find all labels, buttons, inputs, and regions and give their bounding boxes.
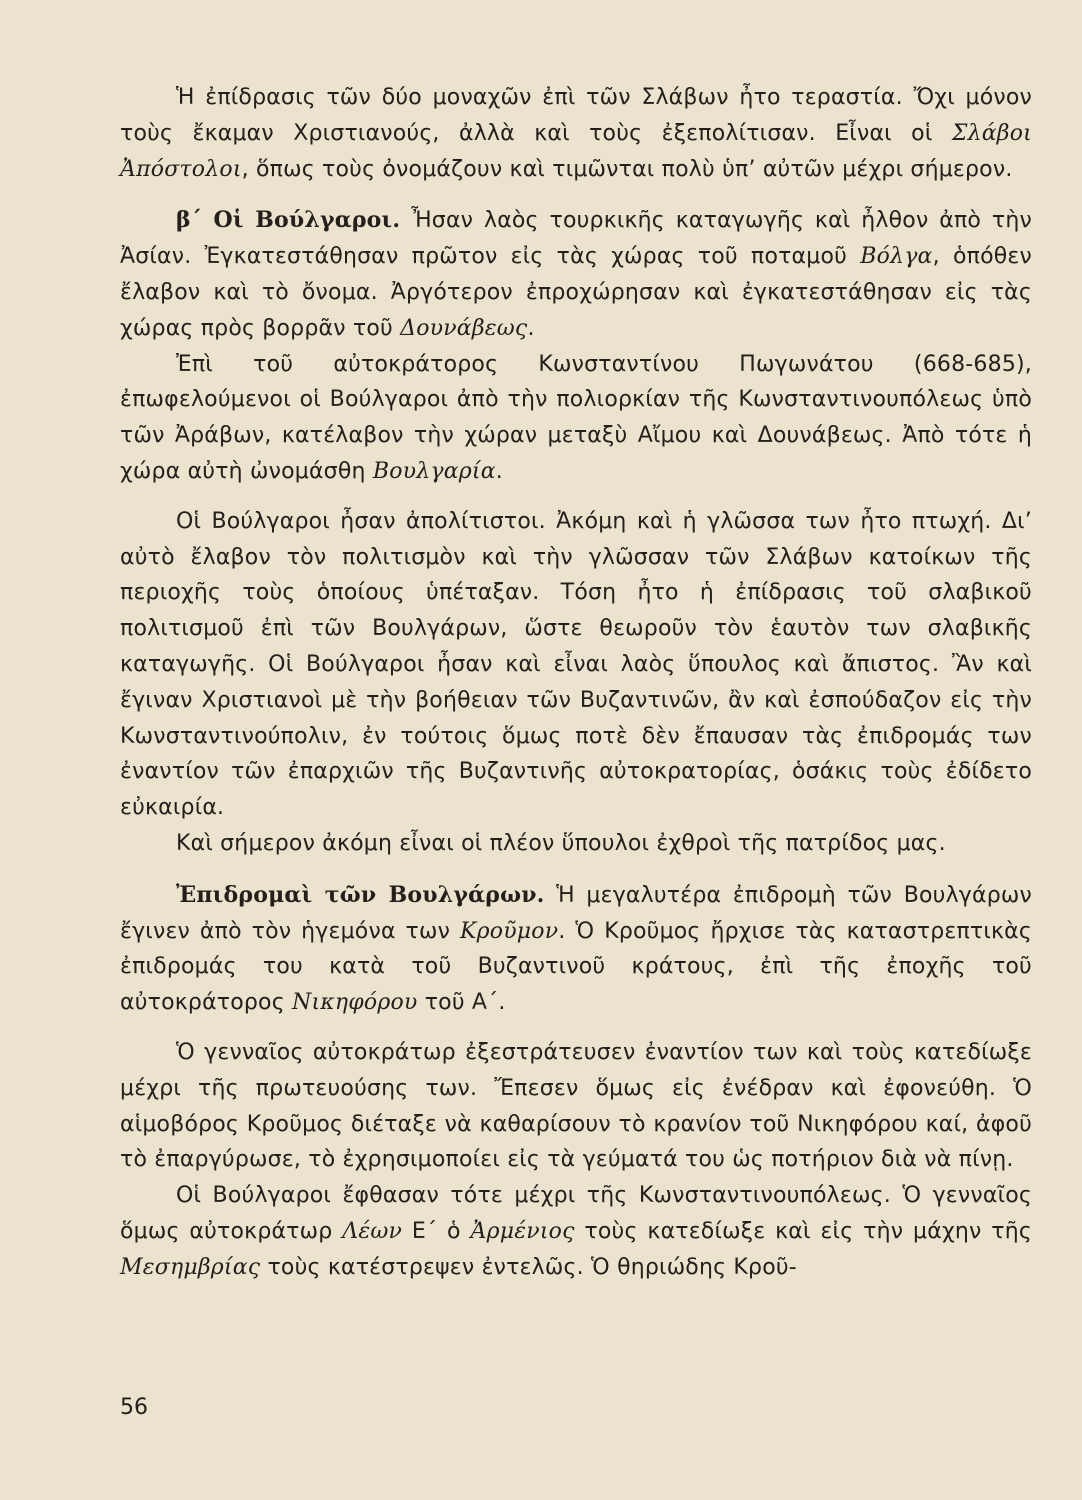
paragraph-bulgarians-origin: β΄ Οἱ Βούλγαροι. Ἦσαν λαὸς τουρκικῆς καταγωγῆς καὶ ἦλθον ἀπὸ τὴν Ἀσίαν. Ἐγκατεστάθησαν πρῶτον εἰς τὰς χώρας τοῦ ποταμοῦ Βόλγα, ὁπόθεν ἔλαβον καὶ τὸ ὄνομα. Ἀργότερον ἐπροχώρησαν καὶ ἐγκατεστάθησαν εἰς τὰς χώρας πρὸς βορρᾶν τοῦ Δουνάβεως. — [120, 207, 1032, 341]
paragraph-slavic-influence: Ἡ ἐπίδρασις τῶν δύο μοναχῶν ἐπὶ τῶν Σλάβων ἦτο τεραστία. Ὄχι μόνον τοὺς ἔκαμαν Χριστιανούς, ἀλλὰ καὶ τοὺς ἐξεπολίτισαν. Εἶναι οἱ Σλάβοι Ἀπόστολοι, ὅπως τοὺς ὀνομάζουν καὶ τιμῶνται πολὺ ὑπ’ αὐτῶν μέχρι σήμερον. — [120, 85, 1032, 182]
paragraph-enemies-today: Καὶ σήμερον ἀκόμη εἶναι οἱ πλέον ὕπουλοι ἐχθροὶ τῆς πατρίδος μας. — [176, 830, 946, 856]
paragraph-leo-armenian: Οἱ Βούλγαροι ἔφθασαν τότε μέχρι τῆς Κωνσταντινουπόλεως. Ὁ γενναῖος ὅμως αὐτοκράτωρ Λέων Ε΄ ὁ Ἀρμένιος τοὺς κατεδίωξε καὶ εἰς τὴν μάχην τῆς Μεσημβρίας τοὺς κατέστρεψεν ἐντελῶς. Ὁ θηριώδης Κροῦ- — [120, 1183, 1033, 1280]
section-heading-raids: Ἐπιδρομαὶ τῶν Βουλγάρων. — [176, 881, 545, 908]
body-text — [120, 80, 1032, 1286]
paragraph-bulgarian-raids: Ἐπιδρομαὶ τῶν Βουλγάρων. Ἡ μεγαλυτέρα ἐπιδρομὴ τῶν Βουλγάρων ἔγινεν ἀπὸ τὸν ἡγεμόνα των Κροῦμον. Ὁ Κροῦμος ἤρχισε τὰς καταστρεπτικὰς ἐπιδρομάς του κατὰ τοῦ Βυζαντινοῦ κράτους, ἐπὶ τῆς ἐποχῆς τοῦ αὐτοκράτορος Νικηφόρου τοῦ Α΄. — [120, 881, 1032, 1016]
paragraph-pogonatos: Ἐπὶ τοῦ αὐτοκράτορος Κωνσταντίνου Πωγωνάτου (668-685), ἐπωφελούμενοι οἱ Βούλγαροι ἀπὸ τὴν πολιορκίαν τῆς Κωνσταντινουπόλεως ὑπὸ τῶν Ἀράβων, κατέλαβον τὴν χώραν μεταξὺ Αἴμου καὶ Δουνάβεως. Ἀπὸ τότε ἡ χώρα αὐτὴ ὠνομάσθη Βουλγαρία. — [120, 351, 1032, 484]
paragraph-nikephoros: Ὁ γενναῖος αὐτοκράτωρ ἐξεστράτευσεν ἐναντίον των καὶ τοὺς κατεδίωξε μέχρι τῆς πρωτευούσης των. Ἔπεσεν ὅμως εἰς ἐνέδραν καὶ ἐφονεύθη. Ὁ αἱμοβόρος Κροῦμος διέταξε νὰ καθαρίσουν τὸ κρανίον τοῦ Νικηφόρου καί, ἀφοῦ τὸ ἐπαργύρωσε, τὸ ἐχρησιμοποίει εἰς τὰ γεύματά του ὡς ποτήριον διὰ νὰ πίνῃ. — [120, 1039, 1032, 1173]
paragraph-bulgarians-uncivilized: Οἱ Βούλγαροι ἦσαν ἀπολίτιστοι. Ἀκόμη καὶ ἡ γλῶσσα των ἦτο πτωχή. Δι’ αὐτὸ ἔλαβον τὸν πολιτισμὸν καὶ τὴν γλῶσσαν τῶν Σλάβων κατοίκων τῆς περιοχῆς τοὺς ὁποίους ὑπέταξαν. Τόση ἦτο ἡ ἐπίδρασις τοῦ σλαβικοῦ πολιτισμοῦ ἐπὶ τῶν Βουλγάρων, ὥστε θεωροῦν τὸν ἑαυτὸν των σλαβικῆς καταγωγῆς. Οἱ Βούλγαροι ἦσαν καὶ εἶναι λαὸς ὕπουλος καὶ ἄπιστος. Ἂν καὶ ἔγιναν Χριστιανοὶ μὲ τὴν βοήθειαν τῶν Βυζαντινῶν, ἂν καὶ ἐσπούδαζον εἰς τὴν Κωνσταντινούπολιν, ἐν τούτοις ὅμως ποτὲ δὲν ἔπαυσαν τὰς ἐπιδρομάς των ἐναντίον τῶν ἐπαρχιῶν τῆς Βυζαντινῆς αὐτοκρατορίας, ὁσάκις τοὺς ἐδίδετο εὐκαιρία. — [120, 508, 1032, 821]
page-number: 56 — [120, 1395, 148, 1420]
section-heading-bulgarians: β΄ Οἱ Βούλγαροι. — [176, 207, 401, 234]
